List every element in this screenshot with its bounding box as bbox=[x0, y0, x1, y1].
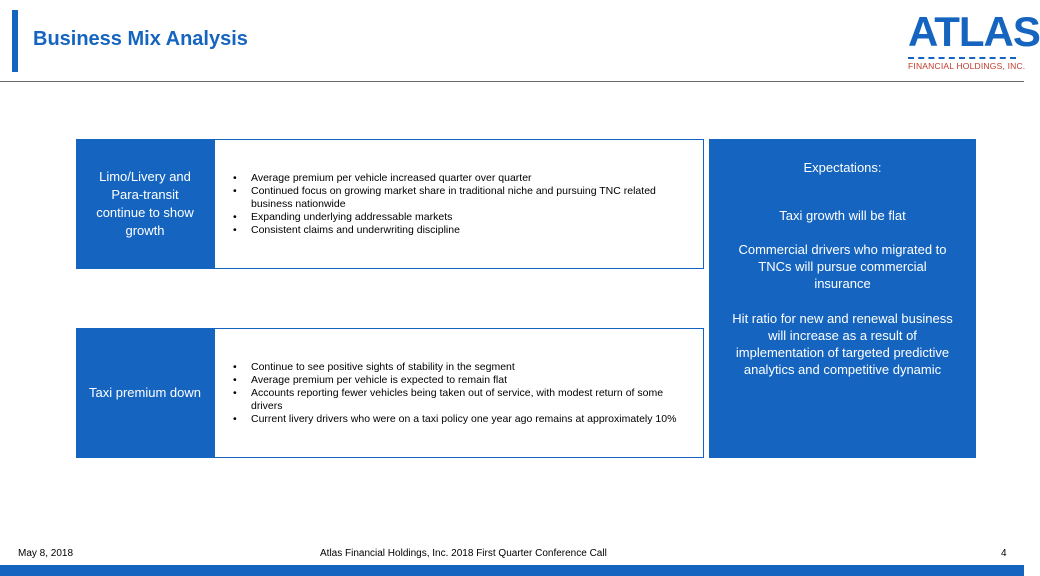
expectation-item: Hit ratio for new and renewal business will increase as a result of implementation of targeted predictive analytics and competitive dynamic bbox=[732, 311, 953, 377]
row-label-taxi bbox=[76, 328, 214, 458]
bullet-item: • Continued focus on growing market share in traditional niche and pursuing TNC related business nationwide bbox=[233, 185, 691, 211]
atlas-logo bbox=[906, 6, 1040, 76]
row-bullets-taxi bbox=[214, 328, 704, 458]
bullet-item: • Average premium per vehicle increased quarter over quarter bbox=[233, 172, 691, 185]
header-divider bbox=[0, 81, 1024, 82]
logo-wordmark: ATLAS bbox=[908, 8, 1040, 55]
expectation-item: Taxi growth will be flat bbox=[779, 208, 906, 223]
footer-title: Atlas Financial Holdings, Inc. 2018 First Quarter Conference Call bbox=[320, 548, 607, 559]
row-label-limo bbox=[76, 139, 214, 269]
row-label-text: Limo/Livery and Para-transit continue to show growth bbox=[96, 169, 194, 238]
bullet-item: • Continue to see positive sights of stability in the segment bbox=[233, 361, 691, 374]
bullet-item: • Average premium per vehicle is expected to remain flat bbox=[233, 374, 691, 387]
footer-date: May 8, 2018 bbox=[18, 548, 74, 559]
bullet-item: • Current livery drivers who were on a taxi policy one year ago remains at approximately 10% bbox=[233, 413, 691, 426]
footer-bar bbox=[0, 565, 1024, 576]
logo-subtitle: FINANCIAL HOLDINGS, INC. bbox=[908, 61, 1026, 71]
bullet-item: • Expanding underlying addressable markets bbox=[233, 211, 691, 224]
expectation-item: Commercial drivers who migrated to TNCs will pursue commercial insurance bbox=[738, 242, 947, 291]
bullet-list bbox=[215, 172, 703, 237]
row-bullets-limo bbox=[214, 139, 704, 269]
expectations-title: Expectations: bbox=[803, 160, 882, 175]
title-accent-bar bbox=[12, 10, 18, 72]
page-title: Business Mix Analysis bbox=[33, 28, 248, 50]
logo-dash-line bbox=[908, 57, 1016, 59]
bullet-list bbox=[215, 361, 703, 426]
row-label-text: Taxi premium down bbox=[89, 385, 201, 400]
page-number: 4 bbox=[1001, 548, 1007, 559]
bullet-item: • Accounts reporting fewer vehicles being taken out of service, with modest return of some drivers bbox=[233, 387, 691, 413]
expectations-panel bbox=[709, 139, 976, 458]
bullet-item: • Consistent claims and underwriting discipline bbox=[233, 224, 691, 237]
